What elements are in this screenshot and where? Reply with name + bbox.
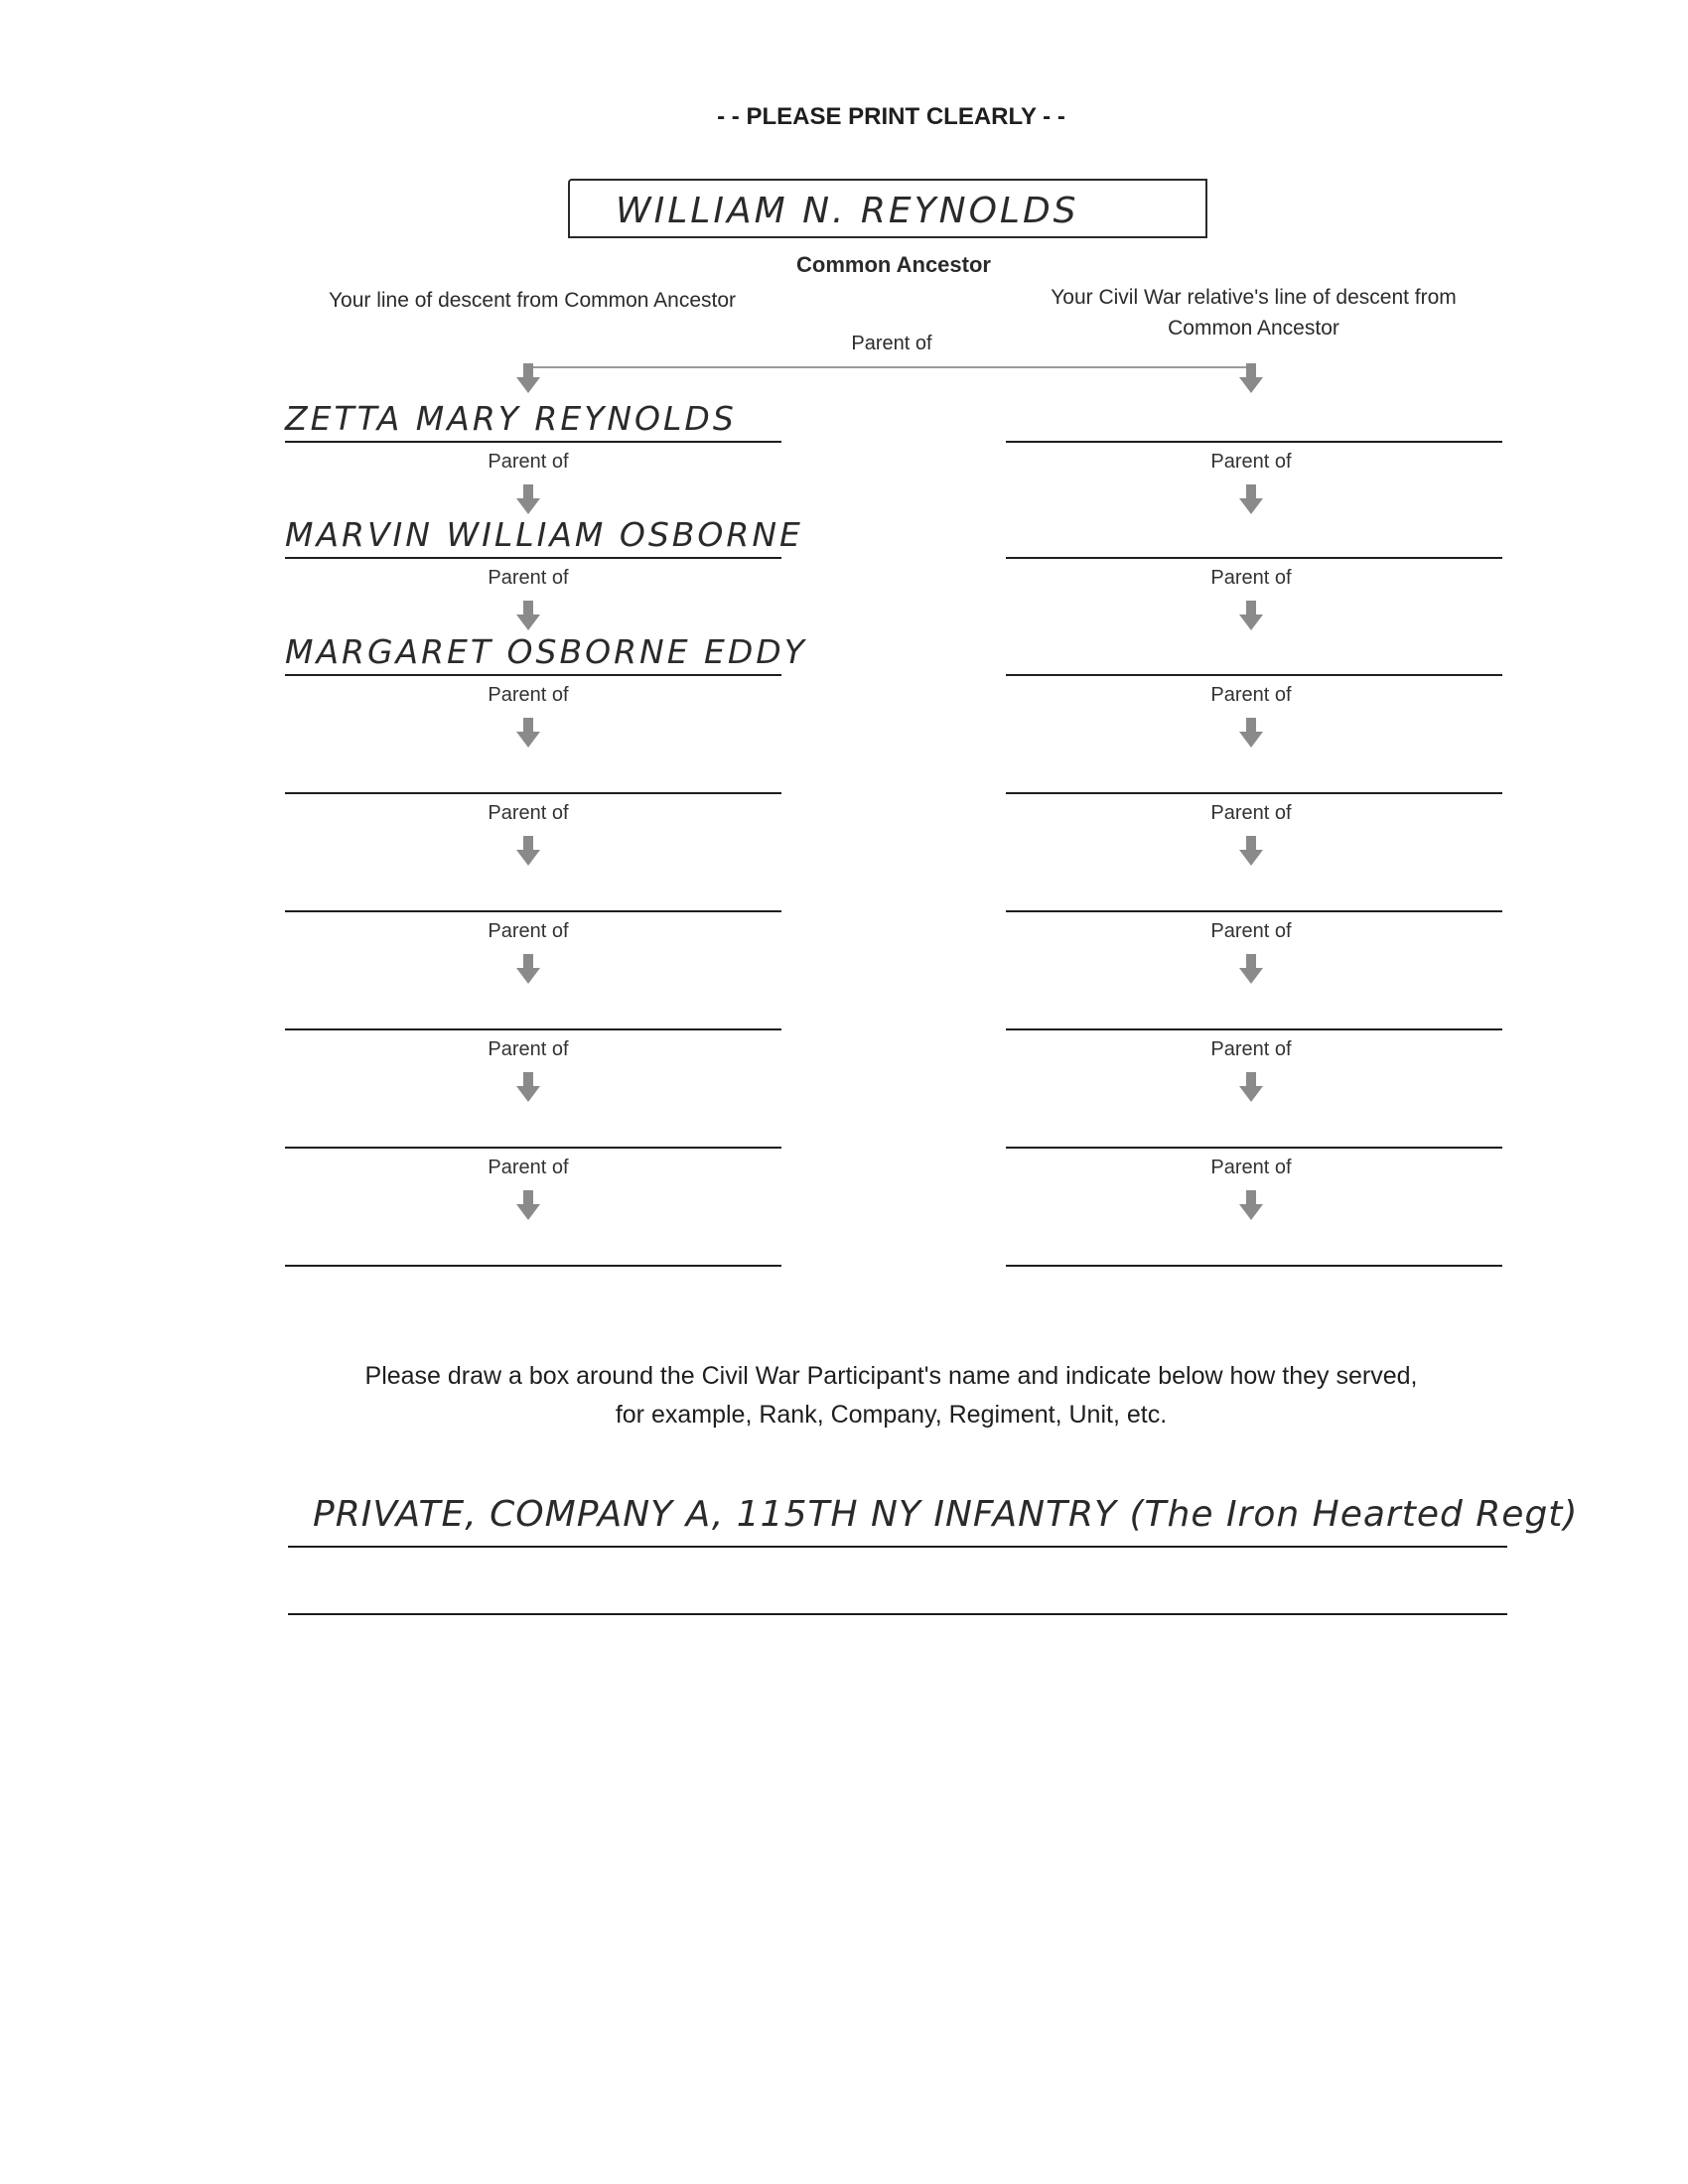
left-down-arrow-icon-6 bbox=[516, 1072, 540, 1102]
right-descendant-line-7[interactable] bbox=[1006, 1147, 1502, 1149]
left-down-arrow-icon-1 bbox=[516, 484, 540, 514]
left-down-arrow-icon-3 bbox=[516, 718, 540, 748]
left-descendant-name-3: MARGARET OSBORNE EDDY bbox=[285, 632, 807, 671]
right-down-arrow-icon-2 bbox=[1239, 601, 1263, 630]
right-parent-of-label-2: Parent of bbox=[1210, 567, 1292, 589]
left-down-arrow-icon-2 bbox=[516, 601, 540, 630]
left-descendant-line-4[interactable] bbox=[285, 792, 781, 794]
left-descendant-name-1: ZETTA MARY REYNOLDS bbox=[285, 399, 737, 438]
right-column-heading-line1: Your Civil War relative's line of descent from bbox=[1051, 286, 1457, 309]
left-parent-of-label-6: Parent of bbox=[488, 1038, 569, 1060]
right-top-down-arrow-icon bbox=[1239, 363, 1263, 393]
left-top-down-arrow-icon bbox=[516, 363, 540, 393]
right-column-heading-line2: Common Ancestor bbox=[1168, 317, 1339, 340]
right-parent-of-label-4: Parent of bbox=[1210, 802, 1292, 824]
connector-line bbox=[528, 366, 1251, 368]
print-clearly-header: - - PLEASE PRINT CLEARLY - - bbox=[717, 103, 1065, 130]
service-instruction-line1: Please draw a box around the Civil War Participant's name and indicate below how they served, bbox=[364, 1362, 1418, 1390]
left-descendant-line-6[interactable] bbox=[285, 1028, 781, 1030]
left-descendant-line-2[interactable] bbox=[285, 557, 781, 559]
right-parent-of-label-6: Parent of bbox=[1210, 1038, 1292, 1060]
right-down-arrow-icon-4 bbox=[1239, 836, 1263, 866]
common-ancestor-label: Common Ancestor bbox=[796, 252, 991, 277]
left-down-arrow-icon-7 bbox=[516, 1190, 540, 1220]
right-descendant-line-2[interactable] bbox=[1006, 557, 1502, 559]
service-entry-line-2[interactable] bbox=[288, 1613, 1507, 1615]
common-ancestor-box[interactable] bbox=[568, 179, 1207, 238]
right-descendant-line-3[interactable] bbox=[1006, 674, 1502, 676]
service-instruction-line2: for example, Rank, Company, Regiment, Unit, etc. bbox=[615, 1401, 1168, 1429]
right-parent-of-label-3: Parent of bbox=[1210, 684, 1292, 706]
right-descendant-line-4[interactable] bbox=[1006, 792, 1502, 794]
left-parent-of-label-2: Parent of bbox=[488, 567, 569, 589]
right-descendant-line-1[interactable] bbox=[1006, 441, 1502, 443]
right-down-arrow-icon-7 bbox=[1239, 1190, 1263, 1220]
right-descendant-line-8[interactable] bbox=[1006, 1265, 1502, 1267]
left-descendant-line-3[interactable] bbox=[285, 674, 781, 676]
left-down-arrow-icon-5 bbox=[516, 954, 540, 984]
right-parent-of-label-5: Parent of bbox=[1210, 920, 1292, 942]
right-down-arrow-icon-5 bbox=[1239, 954, 1263, 984]
left-parent-of-label-3: Parent of bbox=[488, 684, 569, 706]
right-descendant-line-6[interactable] bbox=[1006, 1028, 1502, 1030]
right-parent-of-label-1: Parent of bbox=[1210, 451, 1292, 473]
service-entry-line-1[interactable] bbox=[288, 1546, 1507, 1548]
left-parent-of-label-1: Parent of bbox=[488, 451, 569, 473]
connector-parent-of-label: Parent of bbox=[851, 333, 932, 354]
left-descendant-line-5[interactable] bbox=[285, 910, 781, 912]
right-down-arrow-icon-6 bbox=[1239, 1072, 1263, 1102]
common-ancestor-name: WILLIAM N. REYNOLDS bbox=[616, 191, 1079, 231]
left-descendant-line-7[interactable] bbox=[285, 1147, 781, 1149]
left-descendant-name-2: MARVIN WILLIAM OSBORNE bbox=[285, 515, 803, 554]
right-descendant-line-5[interactable] bbox=[1006, 910, 1502, 912]
service-entry-text: PRIVATE, COMPANY A, 115TH NY INFANTRY (The Iron Hearted Regt) bbox=[313, 1494, 1579, 1535]
right-down-arrow-icon-1 bbox=[1239, 484, 1263, 514]
left-column-heading: Your line of descent from Common Ancestor bbox=[328, 289, 737, 312]
left-parent-of-label-4: Parent of bbox=[488, 802, 569, 824]
right-parent-of-label-7: Parent of bbox=[1210, 1157, 1292, 1178]
right-down-arrow-icon-3 bbox=[1239, 718, 1263, 748]
left-parent-of-label-7: Parent of bbox=[488, 1157, 569, 1178]
left-down-arrow-icon-4 bbox=[516, 836, 540, 866]
left-descendant-line-8[interactable] bbox=[285, 1265, 781, 1267]
left-descendant-line-1[interactable] bbox=[285, 441, 781, 443]
left-parent-of-label-5: Parent of bbox=[488, 920, 569, 942]
